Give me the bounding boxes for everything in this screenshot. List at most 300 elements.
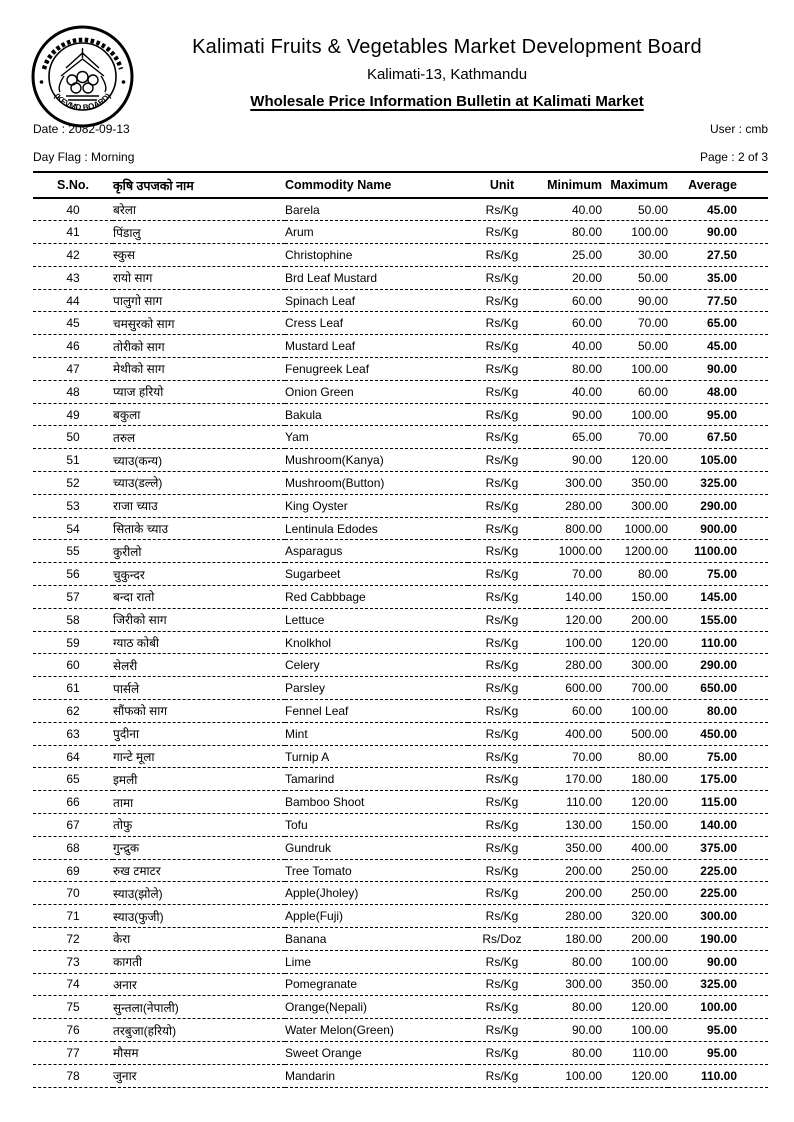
cell-unit: Rs/Kg <box>485 703 519 718</box>
table-row <box>33 700 768 723</box>
cell-nepali-name: तरबुजा(हरियो) <box>113 1023 177 1038</box>
cell-maximum: 70.00 <box>637 430 668 445</box>
cell-average: 100.00 <box>700 1000 737 1015</box>
cell-sno: 49 <box>66 407 80 422</box>
cell-maximum: 100.00 <box>631 954 668 969</box>
cell-commodity: Celery <box>285 658 320 673</box>
cell-average: 145.00 <box>700 589 737 604</box>
cell-minimum: 70.00 <box>571 749 602 764</box>
kfvmd-board-seal-logo <box>30 24 135 129</box>
cell-commodity: Tofu <box>285 817 308 832</box>
col-header-minimum: Minimum <box>547 178 602 192</box>
table-row <box>33 677 768 700</box>
cell-commodity: Fennel Leaf <box>285 703 349 718</box>
cell-commodity: Water Melon(Green) <box>285 1023 394 1038</box>
cell-sno: 41 <box>66 225 80 240</box>
cell-nepali-name: गान्टे मूला <box>113 750 155 765</box>
bulletin-title: Wholesale Price Information Bulletin at Kalimati Market <box>250 93 644 110</box>
table-row <box>33 244 768 267</box>
seal-caption-text: (KFVMD BOARD) <box>52 91 113 113</box>
cell-sno: 72 <box>66 931 80 946</box>
cell-maximum: 70.00 <box>637 316 668 331</box>
cell-average: 95.00 <box>706 1023 737 1038</box>
seal-left-dot <box>40 80 44 84</box>
cell-maximum: 90.00 <box>637 293 668 308</box>
cell-minimum: 280.00 <box>565 658 602 673</box>
cell-unit: Rs/Kg <box>485 886 519 901</box>
table-row <box>33 859 768 882</box>
table-row <box>33 882 768 905</box>
cell-average: 155.00 <box>700 612 737 627</box>
cell-nepali-name: सुन्तला(नेपाली) <box>113 1000 179 1015</box>
cell-unit: Rs/Kg <box>485 521 519 536</box>
cell-maximum: 350.00 <box>631 977 668 992</box>
table-row <box>33 403 768 426</box>
cell-average: 115.00 <box>700 795 737 810</box>
cell-commodity: Apple(Fuji) <box>285 909 344 924</box>
cell-sno: 43 <box>66 270 80 285</box>
cell-maximum: 200.00 <box>631 612 668 627</box>
cell-unit: Rs/Kg <box>485 1000 519 1015</box>
cell-maximum: 500.00 <box>631 726 668 741</box>
cell-minimum: 70.00 <box>571 567 602 582</box>
cell-average: 45.00 <box>706 339 737 354</box>
cell-commodity: King Oyster <box>285 498 348 513</box>
cell-maximum: 150.00 <box>631 589 668 604</box>
cell-nepali-name: बरेला <box>113 203 137 218</box>
cell-average: 1100.00 <box>694 544 737 559</box>
cell-commodity: Lime <box>285 954 312 969</box>
cell-commodity: Apple(Jholey) <box>285 886 359 901</box>
cell-maximum: 200.00 <box>631 931 668 946</box>
day-flag: Day Flag : Morning <box>33 150 135 164</box>
cell-sno: 45 <box>66 316 80 331</box>
cell-average: 105.00 <box>700 453 737 468</box>
cell-average: 90.00 <box>706 225 737 240</box>
col-header-sno: S.No. <box>57 178 89 192</box>
cell-unit: Rs/Kg <box>485 475 519 490</box>
cell-sno: 59 <box>66 635 80 650</box>
cell-minimum: 180.00 <box>565 931 602 946</box>
cell-minimum: 40.00 <box>571 339 602 354</box>
cell-nepali-name: प्याज हरियो <box>113 385 164 400</box>
cell-minimum: 100.00 <box>565 1068 602 1083</box>
cell-average: 175.00 <box>700 772 737 787</box>
cell-sno: 56 <box>66 567 80 582</box>
cell-maximum: 300.00 <box>631 658 668 673</box>
cell-minimum: 80.00 <box>571 225 602 240</box>
cell-sno: 47 <box>66 361 80 376</box>
cell-minimum: 100.00 <box>565 635 602 650</box>
table-row <box>33 654 768 677</box>
cell-unit: Rs/Kg <box>485 270 519 285</box>
table-row <box>33 494 768 517</box>
cell-unit: Rs/Kg <box>485 384 519 399</box>
cell-unit: Rs/Kg <box>485 247 519 262</box>
cell-unit: Rs/Doz <box>482 931 522 946</box>
table-row <box>33 380 768 403</box>
cell-nepali-name: स्याउ(झोले) <box>113 886 163 901</box>
cell-minimum: 800.00 <box>565 521 602 536</box>
cell-sno: 66 <box>66 795 80 810</box>
cell-commodity: Bakula <box>285 407 322 422</box>
cell-maximum: 80.00 <box>637 749 668 764</box>
cell-maximum: 120.00 <box>631 795 668 810</box>
cell-maximum: 120.00 <box>631 635 668 650</box>
header-row <box>33 172 768 198</box>
cell-minimum: 120.00 <box>565 612 602 627</box>
cell-sno: 40 <box>66 202 80 217</box>
cell-sno: 58 <box>66 612 80 627</box>
cell-minimum: 110.00 <box>566 795 602 810</box>
cell-minimum: 80.00 <box>571 361 602 376</box>
cell-commodity: Yam <box>285 430 309 445</box>
cell-commodity: Barela <box>285 202 320 217</box>
cell-sno: 60 <box>66 658 80 673</box>
cell-commodity: Lentinula Edodes <box>285 521 378 536</box>
cell-unit: Rs/Kg <box>485 453 519 468</box>
cell-nepali-name: पार्सले <box>113 681 140 696</box>
cell-commodity: Asparagus <box>285 544 343 559</box>
cell-sno: 75 <box>66 1000 80 1015</box>
col-header-commodity: Commodity Name <box>285 178 392 192</box>
table-row <box>33 289 768 312</box>
cell-average: 75.00 <box>706 567 737 582</box>
cell-sno: 70 <box>66 886 80 901</box>
cell-nepali-name: गुन्द्रुक <box>113 841 140 856</box>
cell-commodity: Gundruk <box>285 840 332 855</box>
meta-row-dayflag-page <box>33 150 768 164</box>
table-row <box>33 1019 768 1042</box>
col-header-average: Average <box>688 178 737 192</box>
table-row <box>33 563 768 586</box>
table-row <box>33 631 768 654</box>
cell-nepali-name: पालुगो साग <box>113 294 163 309</box>
table-row <box>33 517 768 540</box>
cell-nepali-name: पिंडालु <box>113 225 141 240</box>
table-row <box>33 198 768 221</box>
table-row <box>33 426 768 449</box>
cell-unit: Rs/Kg <box>485 430 519 445</box>
cell-maximum: 700.00 <box>631 681 668 696</box>
cell-commodity: Banana <box>285 931 327 946</box>
cell-average: 65.00 <box>706 316 737 331</box>
cell-average: 190.00 <box>700 931 737 946</box>
price-table-body <box>33 198 768 1087</box>
cell-commodity: Mint <box>285 726 308 741</box>
cell-unit: Rs/Kg <box>485 225 519 240</box>
table-row <box>33 586 768 609</box>
table-row <box>33 449 768 472</box>
page-number: Page : 2 of 3 <box>699 150 768 164</box>
table-row <box>33 950 768 973</box>
cell-average: 27.50 <box>706 247 737 262</box>
table-row <box>33 1064 768 1087</box>
table-row <box>33 608 768 631</box>
cell-maximum: 300.00 <box>631 498 668 513</box>
table-row <box>33 722 768 745</box>
cell-unit: Rs/Kg <box>485 817 519 832</box>
cell-minimum: 130.00 <box>565 817 602 832</box>
cell-unit: Rs/Kg <box>485 772 519 787</box>
cell-nepali-name: सेलरी <box>113 658 138 673</box>
cell-minimum: 280.00 <box>565 909 602 924</box>
cell-sno: 78 <box>66 1068 80 1083</box>
cell-nepali-name: कागती <box>113 955 143 970</box>
cell-nepali-name: जुनार <box>113 1069 137 1084</box>
cell-commodity: Arum <box>285 225 314 240</box>
cell-commodity: Brd Leaf Mustard <box>285 270 378 285</box>
seal-artwork <box>59 48 106 100</box>
cell-minimum: 90.00 <box>571 453 602 468</box>
cell-nepali-name: सिताके च्याउ <box>113 522 169 537</box>
cell-minimum: 90.00 <box>571 407 602 422</box>
cell-maximum: 50.00 <box>637 339 668 354</box>
cell-sno: 54 <box>66 521 80 536</box>
cell-minimum: 90.00 <box>571 1023 602 1038</box>
cell-sno: 69 <box>66 863 80 878</box>
cell-unit: Rs/Kg <box>485 635 519 650</box>
cell-commodity: Mandarin <box>285 1068 336 1083</box>
cell-minimum: 80.00 <box>571 954 602 969</box>
cell-average: 90.00 <box>706 954 737 969</box>
cell-unit: Rs/Kg <box>485 863 519 878</box>
cell-sno: 71 <box>66 909 80 924</box>
cell-maximum: 50.00 <box>637 270 668 285</box>
cell-maximum: 30.00 <box>637 247 668 262</box>
cell-minimum: 65.00 <box>571 430 602 445</box>
cell-maximum: 60.00 <box>637 384 668 399</box>
cell-unit: Rs/Kg <box>485 589 519 604</box>
cell-average: 48.00 <box>706 384 737 399</box>
cell-maximum: 110.00 <box>632 1045 668 1060</box>
table-row <box>33 266 768 289</box>
cell-commodity: Red Cabbbage <box>285 589 366 604</box>
cell-average: 225.00 <box>700 863 737 878</box>
cell-sno: 57 <box>66 589 80 604</box>
cell-unit: Rs/Kg <box>485 567 519 582</box>
cell-sno: 61 <box>66 681 80 696</box>
cell-minimum: 200.00 <box>565 863 602 878</box>
cell-sno: 63 <box>66 726 80 741</box>
cell-sno: 67 <box>66 817 80 832</box>
cell-nepali-name: मेथीको साग <box>113 362 165 377</box>
cell-nepali-name: तरुल <box>113 430 136 445</box>
table-row <box>33 768 768 791</box>
cell-commodity: Pomegranate <box>285 977 358 992</box>
cell-minimum: 60.00 <box>571 703 602 718</box>
cell-nepali-name: रुख टमाटर <box>113 864 161 878</box>
cell-nepali-name: चमसुरको साग <box>113 316 175 331</box>
report-header <box>120 0 774 110</box>
cell-commodity: Lettuce <box>285 612 325 627</box>
cell-nepali-name: चुकुन्दर <box>113 567 145 582</box>
cell-sno: 74 <box>66 977 80 992</box>
cell-sno: 73 <box>66 954 80 969</box>
cell-unit: Rs/Kg <box>485 681 519 696</box>
cell-sno: 76 <box>66 1023 80 1038</box>
cell-average: 325.00 <box>700 977 737 992</box>
table-row <box>33 745 768 768</box>
cell-commodity: Mushroom(Kanya) <box>285 453 384 468</box>
cell-maximum: 150.00 <box>631 817 668 832</box>
cell-commodity: Bamboo Shoot <box>285 795 365 810</box>
cell-nepali-name: तोफु <box>113 818 133 833</box>
cell-commodity: Tree Tomato <box>285 863 352 878</box>
cell-sno: 48 <box>66 384 80 399</box>
table-row <box>33 905 768 928</box>
col-header-unit: Unit <box>489 178 515 192</box>
cell-nepali-name: बकुला <box>113 408 141 423</box>
meta-row-date-user <box>33 122 768 136</box>
cell-maximum: 100.00 <box>631 703 668 718</box>
cell-minimum: 40.00 <box>571 202 602 217</box>
cell-commodity: Christophine <box>285 247 353 262</box>
cell-sno: 53 <box>66 498 80 513</box>
cell-minimum: 600.00 <box>565 681 602 696</box>
cell-minimum: 1000.00 <box>558 544 602 559</box>
cell-commodity: Turnip A <box>285 749 330 764</box>
cell-unit: Rs/Kg <box>485 726 519 741</box>
cell-nepali-name: इमली <box>113 772 138 787</box>
cell-unit: Rs/Kg <box>485 202 519 217</box>
cell-unit: Rs/Kg <box>485 612 519 627</box>
cell-minimum: 400.00 <box>565 726 602 741</box>
cell-average: 77.50 <box>706 293 737 308</box>
cell-sno: 44 <box>66 293 80 308</box>
cell-maximum: 100.00 <box>631 407 668 422</box>
cell-minimum: 40.00 <box>571 384 602 399</box>
cell-nepali-name: सौंफको साग <box>113 704 168 719</box>
table-row <box>33 928 768 951</box>
cell-minimum: 80.00 <box>571 1000 602 1015</box>
cell-unit: Rs/Kg <box>485 1023 519 1038</box>
cell-minimum: 60.00 <box>571 293 602 308</box>
cell-average: 95.00 <box>706 1045 737 1060</box>
cell-minimum: 300.00 <box>565 977 602 992</box>
cell-average: 110.00 <box>700 1068 737 1083</box>
table-row <box>33 358 768 381</box>
cell-maximum: 250.00 <box>631 863 668 878</box>
price-table <box>33 171 768 1088</box>
cell-average: 900.00 <box>700 521 737 536</box>
cell-maximum: 1000.00 <box>624 521 668 536</box>
cell-sno: 50 <box>66 430 80 445</box>
cell-unit: Rs/Kg <box>485 293 519 308</box>
cell-sno: 52 <box>66 475 80 490</box>
cell-commodity: Parsley <box>285 681 326 696</box>
cell-unit: Rs/Kg <box>485 840 519 855</box>
cell-commodity: Mushroom(Button) <box>285 475 385 490</box>
price-table-header <box>33 172 768 198</box>
cell-maximum: 320.00 <box>631 909 668 924</box>
cell-average: 75.00 <box>706 749 737 764</box>
cell-maximum: 120.00 <box>631 1000 668 1015</box>
cell-average: 80.00 <box>706 703 737 718</box>
cell-commodity: Sugarbeet <box>285 567 341 582</box>
cell-commodity: Knolkhol <box>285 635 332 650</box>
org-address: Kalimati-13, Kathmandu <box>366 66 528 83</box>
col-header-nepali-name: कृषि उपजको नाम <box>113 178 194 193</box>
cell-nepali-name: जिरीको साग <box>113 613 167 628</box>
cell-commodity: Spinach Leaf <box>285 293 356 308</box>
table-row <box>33 996 768 1019</box>
cell-nepali-name: राजा च्याउ <box>113 499 158 514</box>
table-row <box>33 836 768 859</box>
cell-average: 300.00 <box>700 909 737 924</box>
cell-minimum: 60.00 <box>571 316 602 331</box>
table-row <box>33 312 768 335</box>
cell-unit: Rs/Kg <box>485 544 519 559</box>
cell-nepali-name: ग्याठ कोबी <box>113 636 160 651</box>
cell-nepali-name: मौसम <box>113 1046 139 1061</box>
cell-sno: 42 <box>66 247 80 262</box>
cell-nepali-name: च्याउ(कन्य) <box>113 453 163 468</box>
cell-maximum: 120.00 <box>631 453 668 468</box>
cell-maximum: 80.00 <box>637 567 668 582</box>
cell-sno: 65 <box>66 772 80 787</box>
cell-average: 290.00 <box>700 658 737 673</box>
cell-maximum: 350.00 <box>631 475 668 490</box>
cell-nepali-name: अनार <box>113 977 137 992</box>
table-row <box>33 791 768 814</box>
cell-maximum: 100.00 <box>631 1023 668 1038</box>
cell-unit: Rs/Kg <box>485 658 519 673</box>
cell-sno: 55 <box>66 544 80 559</box>
cell-unit: Rs/Kg <box>485 407 519 422</box>
cell-unit: Rs/Kg <box>485 498 519 513</box>
cell-average: 375.00 <box>700 840 737 855</box>
cell-minimum: 200.00 <box>565 886 602 901</box>
cell-commodity: Mustard Leaf <box>285 339 356 354</box>
cell-minimum: 300.00 <box>565 475 602 490</box>
cell-average: 90.00 <box>706 361 737 376</box>
table-row <box>33 221 768 244</box>
cell-commodity: Cress Leaf <box>285 316 344 331</box>
cell-minimum: 170.00 <box>565 772 602 787</box>
table-row <box>33 973 768 996</box>
report-user: User : cmb <box>709 122 768 136</box>
cell-average: 45.00 <box>706 202 737 217</box>
cell-average: 95.00 <box>706 407 737 422</box>
cell-maximum: 1200.00 <box>624 544 668 559</box>
cell-average: 110.00 <box>700 635 737 650</box>
cell-commodity: Fenugreek Leaf <box>285 361 370 376</box>
cell-sno: 46 <box>66 339 80 354</box>
cell-nepali-name: बन्दा रातो <box>113 590 155 605</box>
cell-average: 67.50 <box>706 430 737 445</box>
seal-right-dot <box>122 80 126 84</box>
table-row <box>33 472 768 495</box>
cell-unit: Rs/Kg <box>485 909 519 924</box>
cell-minimum: 350.00 <box>565 840 602 855</box>
org-name: Kalimati Fruits & Vegetables Market Development Board <box>192 36 702 58</box>
cell-minimum: 280.00 <box>565 498 602 513</box>
cell-average: 290.00 <box>700 498 737 513</box>
cell-unit: Rs/Kg <box>485 749 519 764</box>
cell-maximum: 50.00 <box>637 202 668 217</box>
cell-nepali-name: कुरीलो <box>113 544 142 559</box>
col-header-maximum: Maximum <box>610 178 668 192</box>
cell-nepali-name: पुदीना <box>113 727 140 742</box>
cell-average: 650.00 <box>700 681 737 696</box>
cell-minimum: 20.00 <box>571 270 602 285</box>
cell-average: 450.00 <box>700 726 737 741</box>
cell-maximum: 100.00 <box>631 361 668 376</box>
table-row <box>33 540 768 563</box>
cell-maximum: 100.00 <box>631 225 668 240</box>
cell-sno: 68 <box>66 840 80 855</box>
